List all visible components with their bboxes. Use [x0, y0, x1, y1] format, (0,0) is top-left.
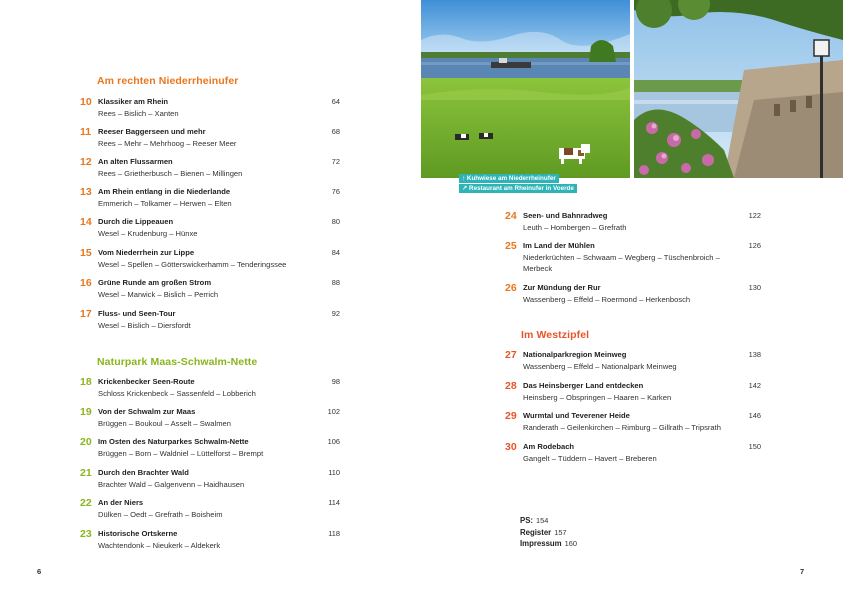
page-number: 126: [748, 241, 761, 250]
tour-places: Wesel – Bislich – Diersfordt: [98, 321, 191, 330]
tour-places: Dülken – Oedt – Grefrath – Boisheim: [98, 510, 223, 519]
section-title-niederrheinufer: Am rechten Niederrheinufer: [97, 75, 239, 87]
tour-places: Brachter Wald – Galgenvenn – Haidhausen: [98, 480, 245, 489]
section-title-naturpark: Naturpark Maas-Schwalm-Nette: [97, 356, 258, 368]
tour-places-continued: Merbeck: [523, 264, 553, 273]
tour-number: 15: [80, 247, 92, 259]
tour-title: Am Rodebach: [523, 442, 575, 451]
tour-title: Nationalparkregion Meinweg: [523, 350, 627, 359]
page-number: 72: [331, 157, 340, 166]
tour-number: 24: [505, 210, 517, 222]
tour-number: 30: [505, 441, 517, 453]
page-number: 130: [748, 283, 761, 292]
tour-title: Historische Ortskerne: [98, 529, 178, 538]
page-number: 146: [748, 411, 761, 420]
tour-title: Im Osten des Naturparkes Schwalm-Nette: [98, 437, 249, 446]
appendix-label: Register: [520, 527, 552, 537]
page-number: 92: [331, 309, 340, 318]
left-page: [0, 0, 421, 600]
tour-number: 19: [80, 406, 92, 418]
page-number: 64: [331, 97, 340, 106]
tour-places: Wassenberg – Effeld – Nationalpark Meinweg: [523, 362, 677, 371]
tour-title: Von der Schwalm zur Maas: [98, 407, 196, 416]
page-number: 150: [748, 442, 761, 451]
page-number: 88: [331, 278, 340, 287]
tour-title: Vom Niederrhein zur Lippe: [98, 248, 195, 257]
appendix-page: 157: [554, 527, 567, 537]
tour-places: Niederkrüchten – Schwaam – Wegberg – Tüschenbroich –: [523, 253, 720, 262]
page-number: 118: [328, 529, 340, 538]
tour-number: 11: [80, 126, 92, 138]
tour-places: Wesel – Spellen – Götterswickerhamm – Tenderingssee: [98, 260, 287, 269]
page-folio-right: 7: [800, 567, 805, 576]
tour-title: Fluss- und Seen-Tour: [98, 309, 176, 318]
tour-places: Rees – Grietherbusch – Bienen – Millingen: [98, 169, 243, 178]
tour-title: Grüne Runde am großen Strom: [98, 278, 212, 287]
appendix-list: [520, 515, 577, 550]
appendix-item[interactable]: [520, 515, 577, 527]
page-folio-left: 6: [37, 567, 42, 576]
appendix-item[interactable]: [520, 527, 577, 539]
page-number: 110: [328, 468, 340, 477]
page-number: 68: [331, 127, 340, 136]
tour-title: Reeser Baggerseen und mehr: [98, 127, 206, 136]
tour-title: Durch die Lippeauen: [98, 217, 174, 226]
tour-number: 27: [505, 349, 517, 361]
tour-number: 13: [80, 186, 92, 198]
tour-number: 10: [80, 96, 92, 108]
tour-places: Leuth – Hombergen – Grefrath: [523, 223, 627, 232]
appendix-page: 154: [536, 516, 549, 525]
tour-places: Brüggen – Boukoul – Asselt – Swalmen: [98, 419, 231, 428]
photo-cow-meadow: [421, 0, 630, 178]
page-number: 122: [748, 211, 761, 220]
tour-number: 18: [80, 376, 92, 388]
tour-number: 14: [80, 216, 92, 228]
page-number: 76: [331, 187, 340, 196]
tour-title: Krickenbecker Seen-Route: [98, 377, 195, 386]
tour-number: 23: [80, 528, 92, 540]
tour-number: 20: [80, 436, 92, 448]
page-number: 114: [328, 498, 340, 507]
tour-title: Im Land der Mühlen: [523, 241, 595, 250]
tour-places: Brüggen – Born – Waldniel – Lüttelforst – Brempt: [98, 449, 264, 458]
tour-title: Seen- und Bahnradweg: [523, 211, 608, 220]
photo-captions: [459, 174, 577, 194]
page-number: 102: [327, 407, 340, 416]
tour-number: 16: [80, 277, 92, 289]
tour-places: Heinsberg – Obspringen – Haaren – Karken: [523, 393, 672, 402]
tour-title: Klassiker am Rhein: [98, 97, 169, 106]
tour-places: Gangelt – Tüddern – Havert – Breberen: [523, 454, 657, 463]
page-number: 106: [327, 437, 340, 446]
tour-title: Zur Mündung der Rur: [523, 283, 601, 292]
appendix-label: Impressum: [520, 539, 562, 548]
tour-number: 22: [80, 497, 92, 509]
page-number: 80: [331, 217, 340, 226]
appendix-label: PS:: [520, 516, 533, 525]
tour-title: Das Heinsberger Land entdecken: [523, 381, 644, 390]
tour-number: 28: [505, 380, 517, 392]
appendix-page: 160: [564, 539, 577, 548]
caption-cow-meadow: ↑ Kuhwiese am Niederrheinufer: [459, 174, 559, 183]
tour-places: Wesel – Marwick – Bislich – Perrich: [98, 290, 219, 299]
tour-title: An alten Flussarmen: [98, 157, 173, 166]
page-number: 98: [331, 377, 340, 386]
photo-restaurant-terrace: [634, 0, 843, 178]
tour-places: Rees – Bislich – Xanten: [98, 109, 179, 118]
tour-title: Durch den Brachter Wald: [98, 468, 189, 477]
page-number: 142: [748, 381, 761, 390]
tour-places: Wesel – Krudenburg – Hünxe: [98, 229, 198, 238]
tour-number: 21: [80, 467, 92, 479]
tour-number: 17: [80, 308, 92, 320]
page-number: 138: [748, 350, 761, 359]
tour-number: 29: [505, 410, 517, 422]
tour-title: Am Rhein entlang in die Niederlande: [98, 187, 231, 196]
tour-places: Wassenberg – Effeld – Roermond – Herkenbosch: [523, 295, 691, 304]
tour-number: 26: [505, 282, 517, 294]
tour-places: Randerath – Geilenkirchen – Rimburg – Gillrath – Tripsrath: [523, 423, 721, 432]
tour-title: Wurmtal und Teverener Heide: [523, 411, 630, 420]
section-title-westzipfel: Im Westzipfel: [521, 329, 590, 341]
tour-number: 25: [505, 240, 517, 252]
appendix-item[interactable]: [520, 538, 577, 550]
tour-places: Wachtendonk – Nieukerk – Aldekerk: [98, 541, 221, 550]
tour-places: Rees – Mehr – Mehrhoog – Reeser Meer: [98, 139, 237, 148]
page-number: 84: [331, 248, 340, 257]
tour-places: Schloss Krickenbeck – Sassenfeld – Lobberich: [98, 389, 256, 398]
tour-places: Emmerich – Tolkamer – Herwen – Elten: [98, 199, 232, 208]
tour-title: An der Niers: [98, 498, 144, 507]
caption-restaurant: ↗ Restaurant am Rheinufer in Voerde: [459, 184, 577, 193]
tour-number: 12: [80, 156, 92, 168]
